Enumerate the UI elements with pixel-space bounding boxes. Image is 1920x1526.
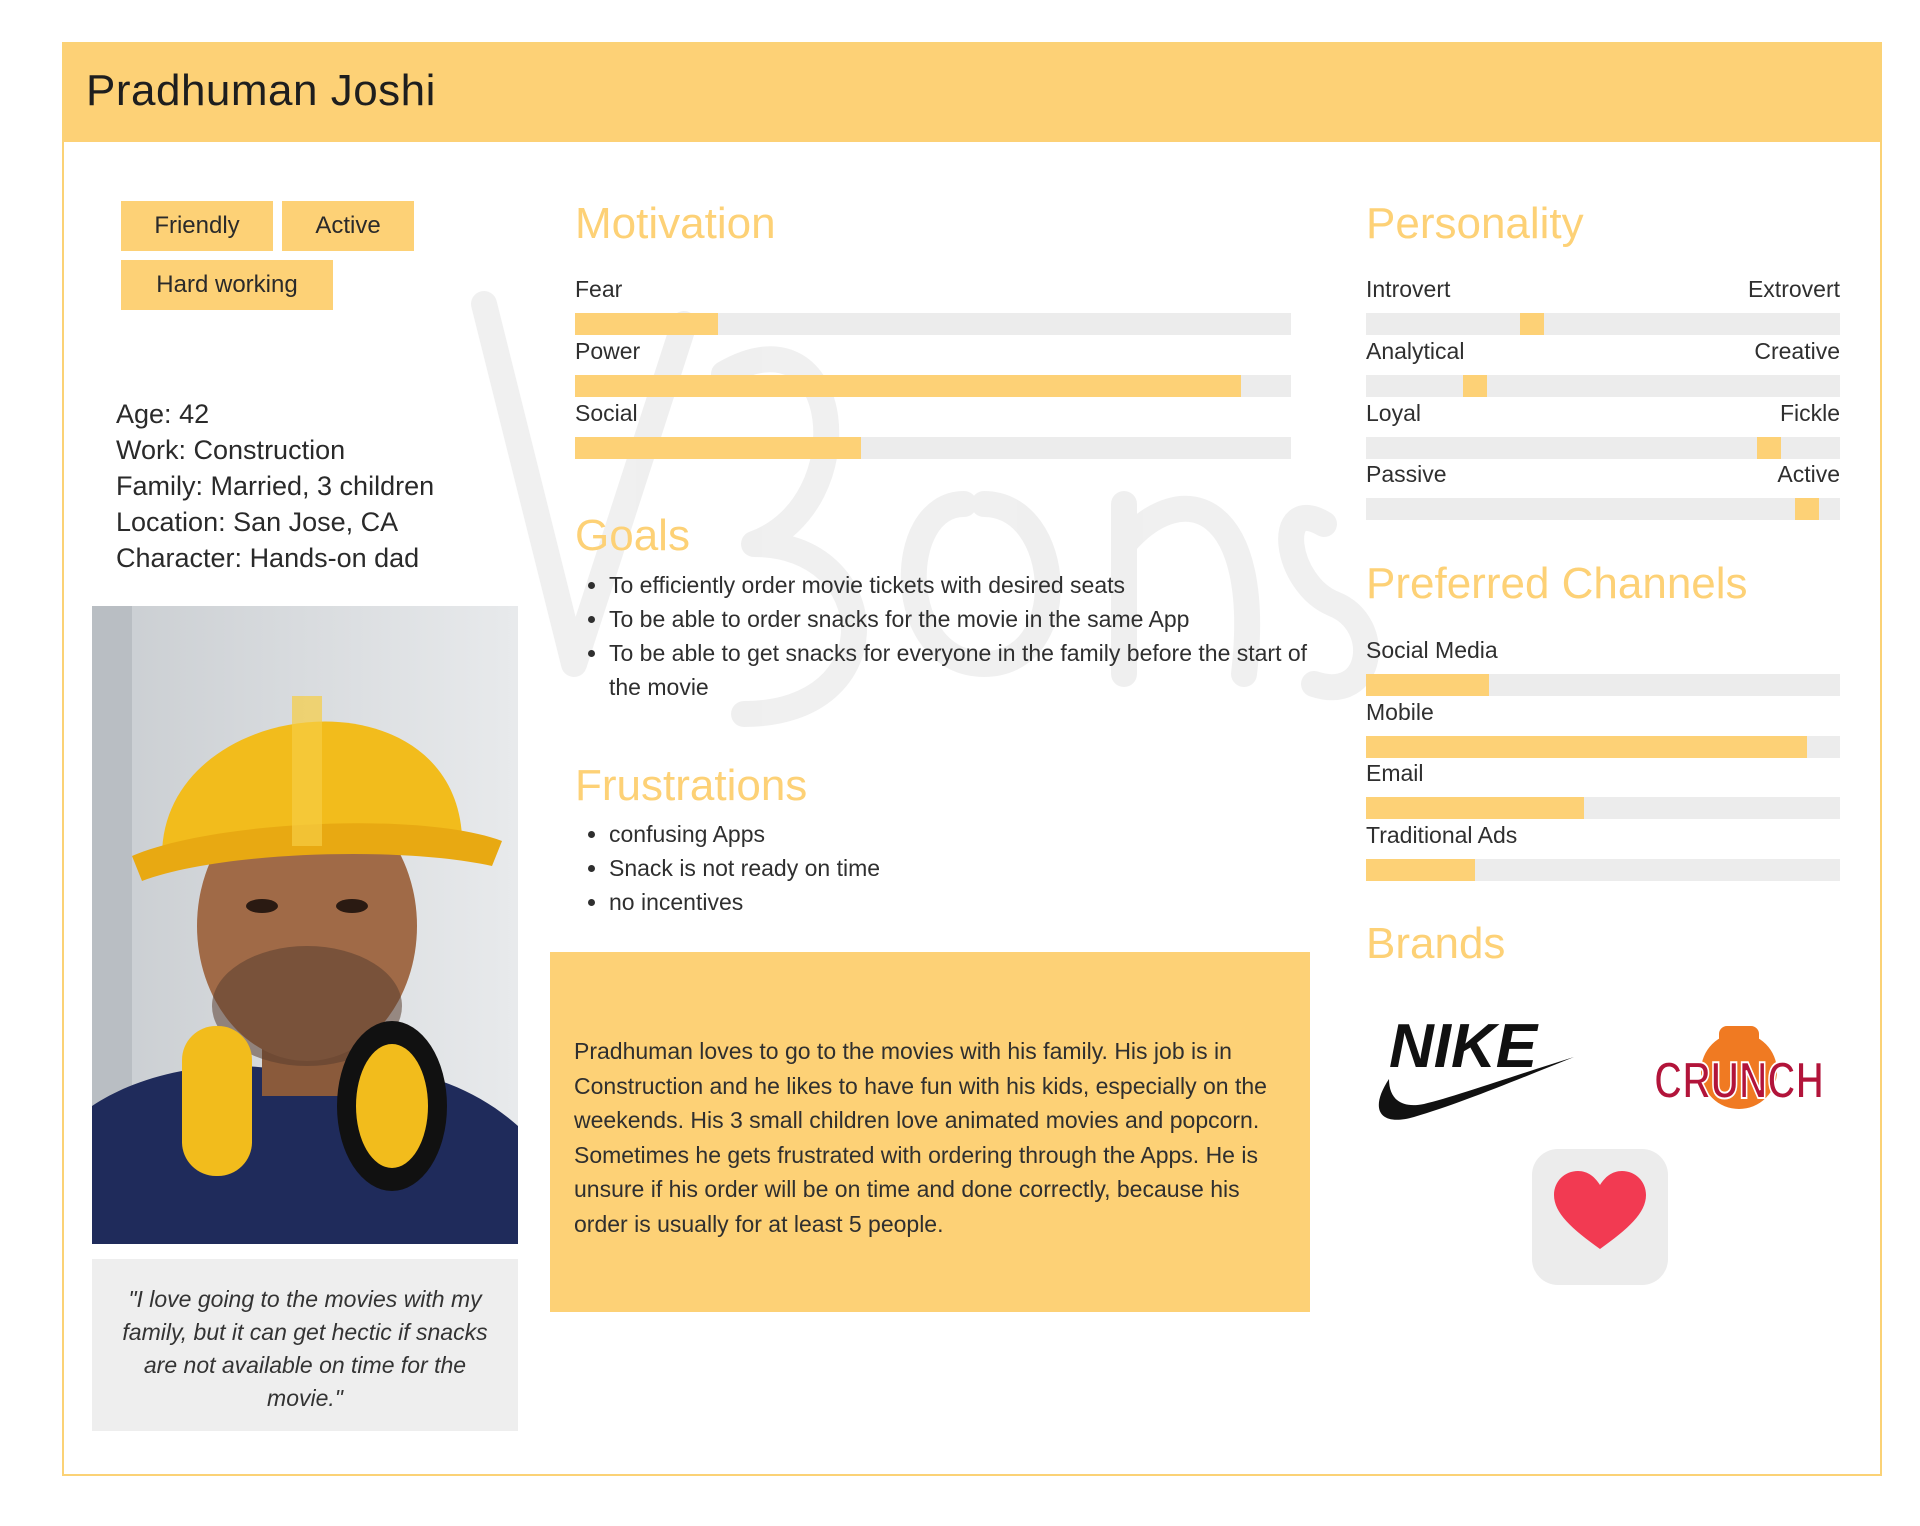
brands-title: Brands <box>1366 919 1506 968</box>
personality-bar-analytical-creative <box>1366 375 1840 397</box>
motivation-label-social: Social <box>575 400 638 426</box>
channel-label-email: Email <box>1366 760 1424 786</box>
motivation-label-power: Power <box>575 338 641 364</box>
channel-bar-email <box>1366 797 1840 819</box>
channel-label-traditional-ads: Traditional Ads <box>1366 822 1518 848</box>
personality-marker <box>1757 437 1781 459</box>
info-location: Location: San Jose, CA <box>116 507 399 537</box>
info-work: Work: Construction <box>116 435 346 465</box>
heart-icon <box>1532 1149 1668 1285</box>
goal-item: • To be able to order snacks for the movie in the same App <box>609 602 1309 636</box>
personality-right-fickle: Fickle <box>1779 400 1840 426</box>
motivation-bar-social <box>575 437 1291 459</box>
personality-marker <box>1795 498 1819 520</box>
motivation-label-fear: Fear <box>575 276 623 302</box>
personality-right-active: Active <box>1777 461 1840 487</box>
persona-story <box>550 952 1310 1312</box>
health-app-icon <box>1532 1149 1668 1285</box>
nike-logo <box>1369 1009 1579 1129</box>
frustration-item: • Snack is not ready on time <box>609 851 1309 885</box>
goal-item: • To efficiently order movie tickets with desired seats <box>609 568 1309 602</box>
channels-title: Preferred Channels <box>1366 559 1748 608</box>
header-bar <box>64 44 1880 142</box>
goals-title: Goals <box>575 511 690 560</box>
motivation-fill-social <box>575 437 861 459</box>
personality-title: Personality <box>1366 199 1584 248</box>
motivation-fill-fear <box>575 313 718 335</box>
channel-fill-email <box>1366 797 1584 819</box>
motivation-bar-power <box>575 375 1291 397</box>
personality-left-passive: Passive <box>1366 461 1447 487</box>
persona-card <box>62 42 1882 1476</box>
channel-fill-traditional-ads <box>1366 859 1475 881</box>
channel-label-social-media: Social Media <box>1366 637 1498 663</box>
goal-item: • To be able to get snacks for everyone in the family before the start of the movie <box>609 636 1309 704</box>
crunch-logo-text: CRUNCH <box>1654 1052 1824 1110</box>
personality-left-loyal: Loyal <box>1366 400 1421 426</box>
tag-hard-working: Hard working <box>121 260 333 310</box>
personality-bar-loyal-fickle <box>1366 437 1840 459</box>
nike-logo-text: NIKE <box>1389 1012 1538 1081</box>
persona-name: Pradhuman Joshi <box>86 66 436 115</box>
frustration-item: • confusing Apps <box>609 817 1309 851</box>
motivation-bar-fear <box>575 313 1291 335</box>
info-age: Age: 42 <box>116 399 210 429</box>
channel-bar-mobile <box>1366 736 1840 758</box>
demographics <box>116 396 434 576</box>
persona-quote: "I love going to the movies with my family, but it can get hectic if snacks are not available on time for the movie." <box>92 1259 518 1431</box>
info-character: Character: Hands-on dad <box>116 543 420 573</box>
motivation-fill-power <box>575 375 1241 397</box>
story-paragraph: Sometimes he gets frustrated with ordering through the Apps. He is unsure if his order will be on time and done correctly, because his order is usually for at least 5 people. <box>574 1141 1258 1237</box>
crunch-logo <box>1649 1016 1829 1136</box>
personality-right-extrovert: Extrovert <box>1747 276 1840 302</box>
personality-bar-passive-active <box>1366 498 1840 520</box>
channel-label-mobile: Mobile <box>1366 699 1434 725</box>
story-paragraph: Pradhuman loves to go to the movies with his family. His job is in Construction and he likes to have fun with his kids, especially on the weekends. His 3 small children love animated movies and popcorn. <box>574 1038 1267 1133</box>
personality-bar-introvert-extrovert <box>1366 313 1840 335</box>
channel-bar-traditional-ads <box>1366 859 1840 881</box>
personality-marker <box>1520 313 1544 335</box>
channel-fill-social-media <box>1366 674 1489 696</box>
tag-friendly: Friendly <box>121 201 273 251</box>
goals-list <box>575 568 1309 704</box>
personality-right-creative: Creative <box>1754 338 1840 364</box>
channel-bar-social-media <box>1366 674 1840 696</box>
frustrations-title: Frustrations <box>575 761 808 810</box>
motivation-title: Motivation <box>575 199 776 248</box>
personality-left-introvert: Introvert <box>1366 276 1451 302</box>
frustrations-list <box>575 817 1309 919</box>
frustration-item: • no incentives <box>609 885 1309 919</box>
personality-marker <box>1463 375 1487 397</box>
tag-active: Active <box>282 201 414 251</box>
personality-left-analytical: Analytical <box>1366 338 1465 364</box>
info-family: Family: Married, 3 children <box>116 471 435 501</box>
persona-photo <box>92 606 518 1244</box>
channel-fill-mobile <box>1366 736 1807 758</box>
